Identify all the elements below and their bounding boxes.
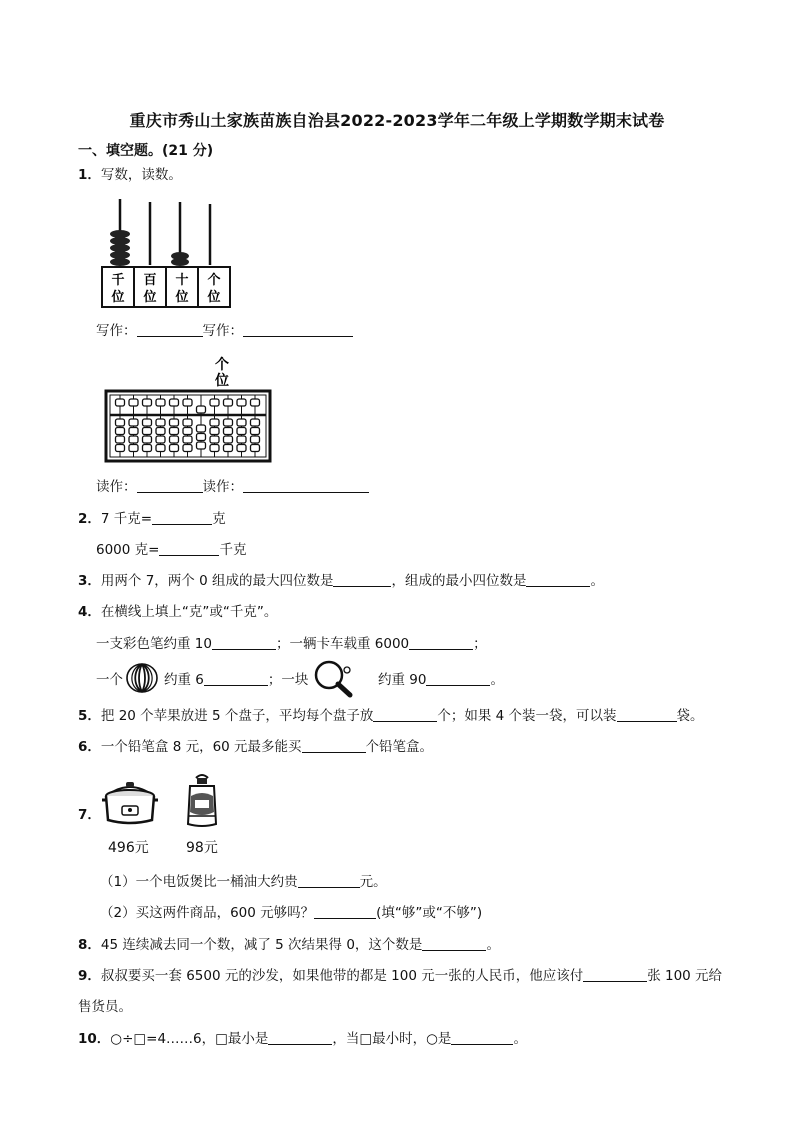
section-heading: 一、填空题。(21 分) (78, 143, 214, 159)
counter-label: 个 (215, 357, 229, 373)
answer-blank[interactable] (583, 967, 647, 982)
question-number: 7． (78, 807, 101, 823)
question-text: ○÷□=4……6，□最小是 (110, 1031, 269, 1047)
answer-blank[interactable] (152, 510, 212, 525)
place-label: 位 (207, 290, 221, 305)
bead-abacus-figure (100, 195, 240, 310)
question-text: 约重 6 (164, 672, 204, 688)
question-text: 千克 (219, 542, 247, 558)
question-number: 4． (78, 604, 101, 620)
bead (116, 436, 125, 443)
question-4-line-2b (164, 671, 308, 689)
place-label: 十 (175, 273, 189, 288)
question-text: （1）一个电饭煲比一桶油大约贵 (100, 874, 298, 890)
bead (183, 428, 192, 435)
question-7-part-1 (100, 873, 387, 891)
answer-blank[interactable] (526, 572, 590, 587)
bead (210, 436, 219, 443)
question-text: 一支彩色笔约重 10 (96, 636, 212, 652)
question-text: 一个 (96, 672, 123, 688)
question-8 (78, 936, 500, 954)
question-1 (78, 166, 182, 184)
question-4-line-1 (96, 635, 487, 653)
price-label: 98元 (186, 840, 218, 856)
question-text: 7 千克= (100, 511, 153, 527)
question-3 (78, 572, 604, 590)
question-text: ；一块 (267, 672, 309, 688)
bead (224, 419, 233, 426)
bead (183, 445, 192, 452)
bead (170, 428, 179, 435)
bead (210, 428, 219, 435)
bead (183, 436, 192, 443)
answer-blank[interactable] (333, 572, 391, 587)
bead (237, 399, 246, 406)
answer-blank[interactable] (298, 873, 360, 888)
answer-label: 读作： (96, 479, 137, 495)
question-number: 10． (78, 1031, 111, 1047)
bead (170, 436, 179, 443)
question-text: 克 (212, 511, 226, 527)
bead (251, 436, 260, 443)
bead (129, 436, 138, 443)
question-text: 叔叔要买一套 6500 元的沙发，如果他带的都是 100 元一张的人民币，他应该付 (100, 968, 584, 984)
question-text: 写数，读数。 (100, 167, 182, 183)
question-text: (填“够”或“不够”) (376, 905, 483, 921)
place-label: 位 (111, 290, 125, 305)
answer-label: 写作： (202, 323, 243, 339)
counting-frame-figure (104, 355, 274, 465)
bead (156, 428, 165, 435)
question-4-line-2a (96, 671, 123, 689)
bead (197, 406, 206, 413)
bead (237, 436, 246, 443)
answer-blank[interactable] (137, 478, 203, 493)
place-label: 位 (143, 290, 157, 305)
bead (170, 419, 179, 426)
question-2-part-b (96, 541, 246, 559)
question-9 (78, 967, 722, 985)
bead (237, 428, 246, 435)
question-text: 用两个 7，两个 0 组成的最大四位数是 (100, 573, 334, 589)
answer-line-2 (96, 478, 369, 496)
answer-blank[interactable] (302, 738, 366, 753)
bead (143, 436, 152, 443)
answer-blank[interactable] (159, 541, 219, 556)
answer-blank[interactable] (373, 707, 437, 722)
ping-pong-paddle-icon (313, 660, 355, 698)
question-number: 3． (78, 573, 101, 589)
oil-bucket-icon (182, 772, 222, 830)
bead (197, 434, 206, 441)
bead (116, 428, 125, 435)
bead (224, 445, 233, 452)
bead (224, 436, 233, 443)
answer-blank[interactable] (409, 635, 473, 650)
question-text: 张 100 元给 (647, 968, 723, 984)
bead (156, 445, 165, 452)
place-label: 个 (207, 273, 221, 288)
bead (210, 419, 219, 426)
bead (237, 445, 246, 452)
question-text: 个；如果 4 个装一袋，可以装 (437, 708, 617, 724)
question-number: 5． (78, 708, 101, 724)
question-text: 元。 (359, 874, 387, 890)
place-label: 百 (143, 273, 157, 288)
rice-cooker-icon (100, 776, 160, 828)
price-label: 496元 (108, 840, 149, 856)
question-9-line-2 (78, 998, 132, 1016)
question-4-line-2c (378, 671, 504, 689)
answer-blank[interactable] (243, 478, 369, 493)
watermelon-icon (125, 662, 159, 694)
question-text: 个铅笔盒。 (365, 739, 434, 755)
question-7 (78, 806, 101, 824)
bead (210, 445, 219, 452)
bead (156, 419, 165, 426)
answer-blank[interactable] (137, 322, 203, 337)
place-label: 千 (111, 273, 125, 288)
question-text: 约重 90 (378, 672, 427, 688)
question-number: 2． (78, 511, 101, 527)
answer-blank[interactable] (268, 1030, 332, 1045)
question-number: 1． (78, 167, 101, 183)
question-text: 45 连续减去同一个数，减了 5 次结果得 0，这个数是 (100, 937, 423, 953)
question-5 (78, 707, 704, 725)
answer-blank[interactable] (617, 707, 677, 722)
question-text: 。 (490, 672, 504, 688)
answer-blank[interactable] (243, 322, 353, 337)
question-number: 9． (78, 968, 101, 984)
question-text: 在横线上填上“克”或“千克”。 (100, 604, 278, 620)
bead (143, 399, 152, 406)
answer-blank[interactable] (314, 904, 376, 919)
bead (143, 445, 152, 452)
bead (251, 419, 260, 426)
bead (143, 428, 152, 435)
counter-label: 位 (215, 373, 229, 389)
answer-blank[interactable] (212, 635, 276, 650)
question-text: 一个铅笔盒 8 元，60 元最多能买 (100, 739, 302, 755)
bead (197, 425, 206, 432)
bead (251, 428, 260, 435)
bead (170, 445, 179, 452)
question-text: 。 (486, 937, 500, 953)
bead (116, 399, 125, 406)
question-7-part-2 (100, 904, 482, 922)
bead (143, 419, 152, 426)
question-text: （2）买这两件商品，600 元够吗？ (100, 905, 315, 921)
bead (116, 445, 125, 452)
bead (210, 399, 219, 406)
answer-blank[interactable] (422, 936, 486, 951)
page-title: 重庆市秀山土家族苗族自治县2022-2023学年二年级上学期数学期末试卷 (129, 111, 665, 130)
question-number: 6． (78, 739, 101, 755)
question-number: 8． (78, 937, 101, 953)
question-text: 售货员。 (78, 999, 132, 1015)
answer-blank[interactable] (426, 671, 490, 686)
answer-label: 读作： (202, 479, 243, 495)
bead (156, 399, 165, 406)
answer-line-1 (96, 322, 353, 340)
bead (251, 399, 260, 406)
bead (251, 445, 260, 452)
bead (197, 442, 206, 449)
answer-blank[interactable] (451, 1030, 513, 1045)
bead (237, 419, 246, 426)
bead (156, 436, 165, 443)
bead (129, 445, 138, 452)
bead (129, 419, 138, 426)
question-text: 6000 克= (96, 542, 160, 558)
question-text: 袋。 (676, 708, 704, 724)
bead (129, 399, 138, 406)
bead (183, 419, 192, 426)
bead (170, 399, 179, 406)
answer-blank[interactable] (204, 671, 268, 686)
place-label: 位 (175, 290, 189, 305)
answer-label: 写作： (96, 323, 137, 339)
bead (224, 428, 233, 435)
bead (183, 399, 192, 406)
question-text: ，组成的最小四位数是 (391, 573, 527, 589)
question-text: 。 (590, 573, 604, 589)
question-6 (78, 738, 433, 756)
bead (129, 428, 138, 435)
question-2 (78, 510, 226, 528)
question-text: 把 20 个苹果放进 5 个盘子，平均每个盘子放 (100, 708, 374, 724)
question-10 (78, 1030, 527, 1048)
bead (224, 399, 233, 406)
question-text: ；一辆卡车载重 6000 (275, 636, 410, 652)
question-text: 。 (513, 1031, 527, 1047)
question-text: ，当□最小时，○是 (332, 1031, 452, 1047)
bead (116, 419, 125, 426)
question-text: ； (473, 636, 487, 652)
question-4 (78, 603, 277, 621)
